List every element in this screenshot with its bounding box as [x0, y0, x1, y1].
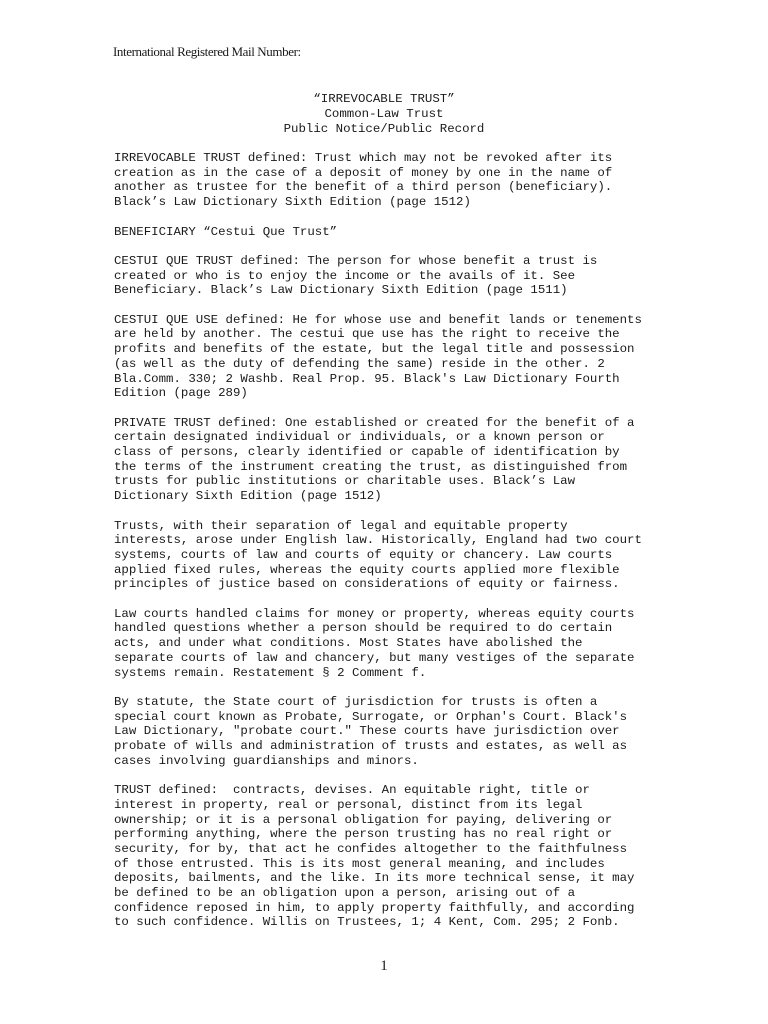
- text-line: be defined to be an obligation upon a person, arising out of a: [114, 886, 576, 901]
- text-line: interests, arose under English law. Historically, England had two court: [114, 533, 642, 548]
- text-line: Law Dictionary, "probate court." These courts have jurisdiction over: [114, 724, 620, 739]
- paragraph-probate-court: [114, 695, 654, 769]
- document-body: [114, 151, 654, 945]
- text-line: security, for by, that act he confides altogether to the faithfulness: [114, 841, 628, 856]
- title-line-1: “IRREVOCABLE TRUST”: [313, 92, 455, 106]
- text-line: BENEFICIARY “Cestui Que Trust”: [114, 224, 338, 239]
- text-line: of those entrusted. This is its most general meaning, and includes: [114, 856, 605, 871]
- text-line: acts, and under what conditions. Most States have abolished the: [114, 636, 583, 651]
- text-line: systems, courts of law and courts of equity or chancery. Law courts: [114, 547, 613, 562]
- paragraph-trusts-history: [114, 519, 654, 593]
- text-line: trusts for public institutions or charitable uses. Black’s Law: [114, 474, 576, 489]
- text-line: (as well as the duty of defending the same) reside in the other. 2: [114, 356, 605, 371]
- text-line: to such confidence. Willis on Trustees, 1; 4 Kent, Com. 295; 2 Fonb.: [114, 915, 620, 930]
- text-line: interest in property, real or personal, distinct from its legal: [114, 797, 583, 812]
- paragraph-irrevocable-trust: [114, 151, 654, 210]
- title-line-2: Common-Law Trust: [324, 107, 444, 121]
- text-line: ownership; or it is a personal obligation for paying, delivering or: [114, 812, 613, 827]
- text-line: CESTUI QUE USE defined: He for whose use and benefit lands or tenements: [114, 312, 642, 327]
- text-line: confidence reposed in him, to apply property faithfully, and according: [114, 900, 635, 915]
- text-line: Trusts, with their separation of legal and equitable property: [114, 518, 568, 533]
- text-line: IRREVOCABLE TRUST defined: Trust which may not be revoked after its: [114, 151, 613, 165]
- text-line: Edition (page 289): [114, 386, 248, 401]
- text-line: cases involving guardianships and minors.: [114, 753, 419, 768]
- text-line: Beneficiary. Black’s Law Dictionary Sixth Edition (page 1511): [114, 283, 568, 298]
- paragraph-private-trust: [114, 416, 654, 504]
- text-line: systems remain. Restatement § 2 Comment f.: [114, 665, 427, 680]
- text-line: created or who is to enjoy the income or the avails of it. See: [114, 268, 576, 283]
- paragraph-cestui-que-trust: [114, 254, 654, 298]
- text-line: Dictionary Sixth Edition (page 1512): [114, 489, 382, 504]
- page-number: 1: [380, 958, 388, 974]
- text-line: Law courts handled claims for money or property, whereas equity courts: [114, 606, 635, 621]
- paragraph-trust-defined: [114, 783, 654, 930]
- text-line: TRUST defined: contracts, devises. An equitable right, title or: [114, 783, 590, 798]
- text-line: special court known as Probate, Surrogate, or Orphan's Court. Black's: [114, 709, 628, 724]
- text-line: the terms of the instrument creating the trust, as distinguished from: [114, 459, 628, 474]
- text-line: principles of justice based on considerations of equity or fairness.: [114, 577, 620, 592]
- text-line: performing anything, where the person trusting has no real right or: [114, 827, 613, 842]
- text-line: CESTUI QUE TRUST defined: The person for whose benefit a trust is: [114, 253, 598, 268]
- text-line: handled questions whether a person should be required to do certain: [114, 621, 613, 636]
- text-line: are held by another. The cestui que use has the right to receive the: [114, 327, 620, 342]
- text-line: class of persons, clearly identified or capable of identification by: [114, 445, 620, 459]
- text-line: applied fixed rules, whereas the equity courts applied more flexible: [114, 562, 620, 577]
- paragraph-cestui-que-use: [114, 313, 654, 401]
- text-line: PRIVATE TRUST defined: One established or created for the benefit of a: [114, 415, 635, 430]
- document-title: [0, 92, 768, 137]
- text-line: creation as in the case of a deposit of money by one in the name of: [114, 165, 613, 180]
- text-line: Black’s Law Dictionary Sixth Edition (page 1512): [114, 195, 471, 210]
- paragraph-law-courts: [114, 607, 654, 681]
- text-line: Bla.Comm. 330; 2 Washb. Real Prop. 95. Black's Law Dictionary Fourth: [114, 371, 620, 386]
- text-line: separate courts of law and chancery, but many vestiges of the separate: [114, 650, 635, 665]
- text-line: profits and benefits of the estate, but the legal title and possession: [114, 342, 635, 357]
- text-line: deposits, bailments, and the like. In its more technical sense, it may: [114, 871, 635, 886]
- paragraph-beneficiary: [114, 225, 654, 240]
- title-line-3: Public Notice/Public Record: [283, 122, 485, 136]
- text-line: another as trustee for the benefit of a third person (beneficiary).: [114, 180, 613, 195]
- text-line: probate of wills and administration of trusts and estates, as well as: [114, 739, 628, 754]
- mail-number-label: International Registered Mail Number:: [113, 44, 301, 59]
- text-line: By statute, the State court of jurisdiction for trusts is often a: [114, 694, 598, 709]
- text-line: certain designated individual or individuals, or a known person or: [114, 430, 605, 445]
